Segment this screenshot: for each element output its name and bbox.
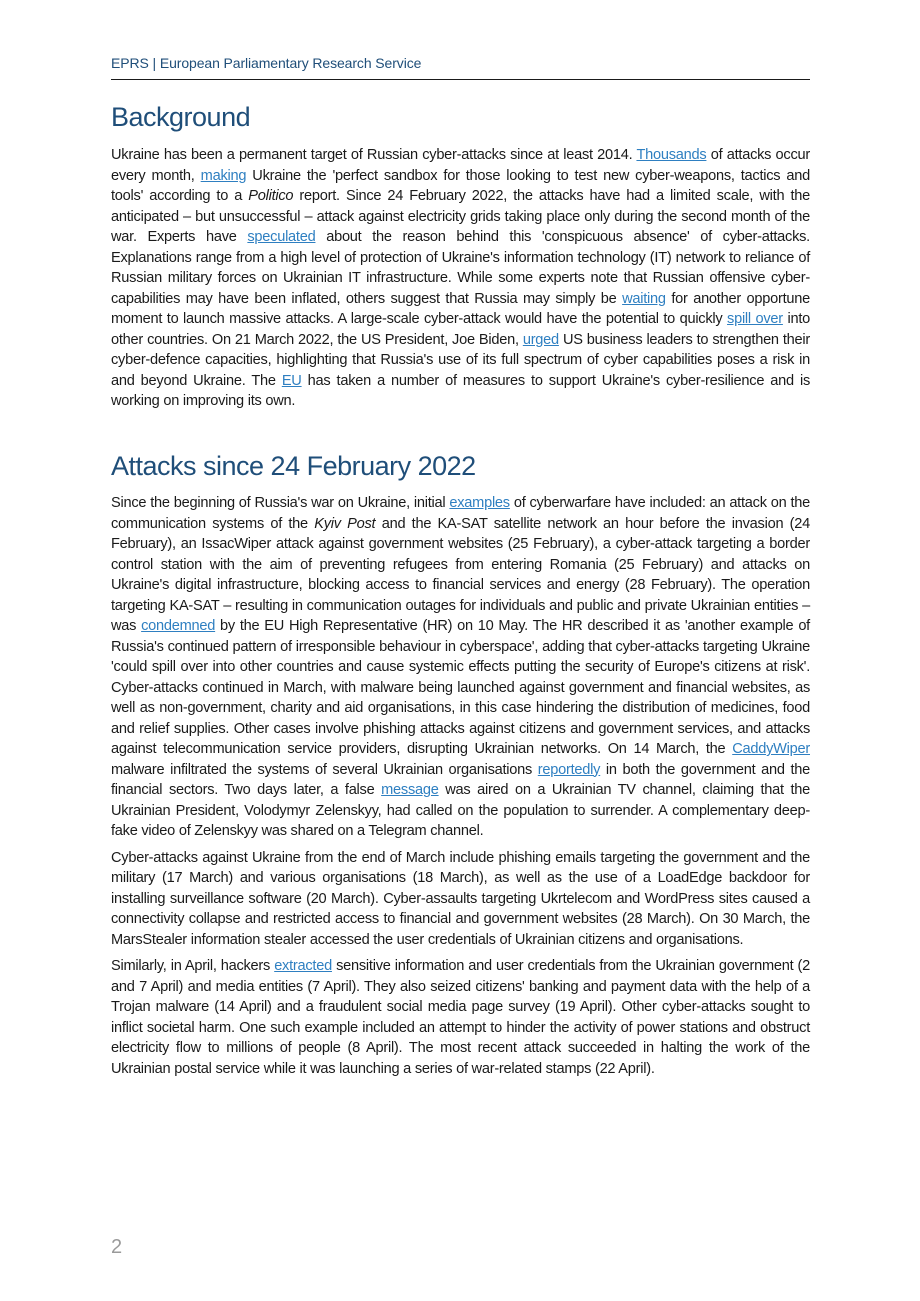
text-run: by the EU High Representative (HR) on 10 May. The HR described it as 'another example of Russia's continued pattern of irresponsible behaviour in cyberspace', adding that cyber-attacks targeting Ukraine 'could spill over into other countries and cause systemic effects putting the security of Europe's citizens at risk'. Cyber-attacks continued in March, with malware being launched against government and financial websites, as well as non-government, charity and aid organisations, in this case hindering the distribution of medicines, food and relief supplies. Other cases involve phishing attacks against citizens and government services, and attacks against telecommunication service providers, disrupting Ukrainian networks. On 14 March, the [111,618,810,757]
attacks-paragraph-3 [111,956,810,1079]
text-run: Similarly, in April, hackers [111,958,275,974]
text-run: into other countries. On 21 March 2022, the US President, Joe Biden, [111,311,810,348]
attacks-paragraph-2: Cyber-attacks against Ukraine from the end of March include phishing emails targeting the government and the military (17 March) and various organisations (18 March), as well as the use of a LoadEdge backdoor for installing surveillance software (20 March). Cyber-assaults targeting Ukrtelecom and WordPress sites caused a connectivity collapse and restricted access to financial and government websites (28 March). On 30 March, the MarsStealer information stealer accessed the user credentials of Ukrainian citizens and organisations. [111,849,810,948]
link-caddywiper[interactable]: CaddyWiper [732,741,810,757]
page-number: 2 [111,1236,123,1258]
link-eu[interactable]: EU [281,372,302,389]
attacks-paragraph-1 [111,493,810,842]
text-run: and the KA-SAT satellite network an hour before the invasion (24 February), an IssacWiper attack against government websites (25 February), a cyber-attack targeting a border control station with the aim of preventing refugees from entering Romania (25 February) and attacks on Ukraine's digital infrastructure, blocking access to financial services and energy (28 February). The operation targeting KA-SAT – resulting in communication outages for individuals and public and private Ukrainian entities – was [111,515,810,634]
italic-politico: Politico [248,188,294,204]
link-spill-over[interactable]: spill over [727,311,783,327]
text-run: in both the government and the financial sectors. Two days later, a false [111,761,810,798]
text-run: Ukraine has been a permanent target of Russian cyber-attacks since at least 2014. [111,147,637,163]
text-run: US business leaders to strengthen their cyber-defence capacities, highlighting that Russia's use of its full spectrum of cyber capabilities poses a risk in and beyond Ukraine. The [111,331,810,389]
header-text: EPRS | European Parliamentary Research Service [111,55,422,71]
section-heading-attacks: Attacks since 24 February 2022 [111,451,476,481]
link-speculated[interactable]: speculated [247,229,316,245]
text-run: of attacks occur every month, [111,147,810,184]
running-header [111,55,810,80]
text-run: sensitive information and user credentials from the Ukrainian government (2 and 7 April) and media entities (7 April). They also seized citizens' banking and payment data with the help of a Trojan malware (14 April) and a fraudulent social media page survey (19 April). Other cyber-attacks sought to inflict societal harm. One such example included an attempt to hinder the activity of power stations and obstruct electricity flow to millions of people (8 April). The most recent attack succeeded in halting the work of the Ukrainian postal service while it was launching a series of war-related stamps (22 April). [111,958,810,1077]
link-examples[interactable]: examples [449,495,510,511]
attacks-section [111,493,810,1085]
link-condemned[interactable]: condemned [141,618,216,634]
text-run: was aired on a Ukrainian TV channel, claiming that the Ukrainian President, Volodymyr Zelenskyy, had called on the population to surrender. A complementary deep-fake video of Zelenskyy was shared on a Telegram channel. [111,782,810,839]
link-making[interactable]: making [200,167,247,184]
text-run: Since the beginning of Russia's war on Ukraine, initial [111,495,450,511]
text-run: for another opportune moment to launch massive attacks. A large-scale cyber-attack would have the potential to quickly [111,290,810,327]
link-urged[interactable]: urged [522,331,559,348]
text-run: about the reason behind this 'conspicuous absence' of cyber-attacks. Explanations range from a high level of protection of Ukraine's information technology (IT) network to reliance of Russian military forces on Ukrainian IT infrastructure. While some experts note that Russian offensive cyber-capabilities may have been inflated, others suggest that Russia may simply be [111,229,810,307]
background-paragraph [111,145,810,412]
background-section [111,145,810,412]
link-message[interactable]: message [381,782,439,798]
link-extracted[interactable]: extracted [274,958,332,974]
text-run: malware infiltrated the systems of several Ukrainian organisations [111,761,538,778]
text-run: Ukraine the 'perfect sandbox for those looking to test new cyber-weapons, tactics and tools' according to a [111,167,810,204]
link-reportedly[interactable]: reportedly [537,761,601,778]
italic-kyiv-post: Kyiv Post [314,515,376,532]
text-run: of cyberwarfare have included: an attack on the communication systems of the [111,495,810,532]
text-run: report. Since 24 February 2022, the attacks have had a limited scale, with the anticipated – but unsuccessful – attack against electricity grids taking place only during the second month of the war. Experts have [111,188,811,245]
section-heading-background: Background [111,102,251,132]
link-thousands[interactable]: Thousands [636,147,707,163]
link-waiting[interactable]: waiting [622,290,666,307]
text-run: has taken a number of measures to support Ukraine's cyber-resilience and is working on improving its own. [111,372,811,409]
